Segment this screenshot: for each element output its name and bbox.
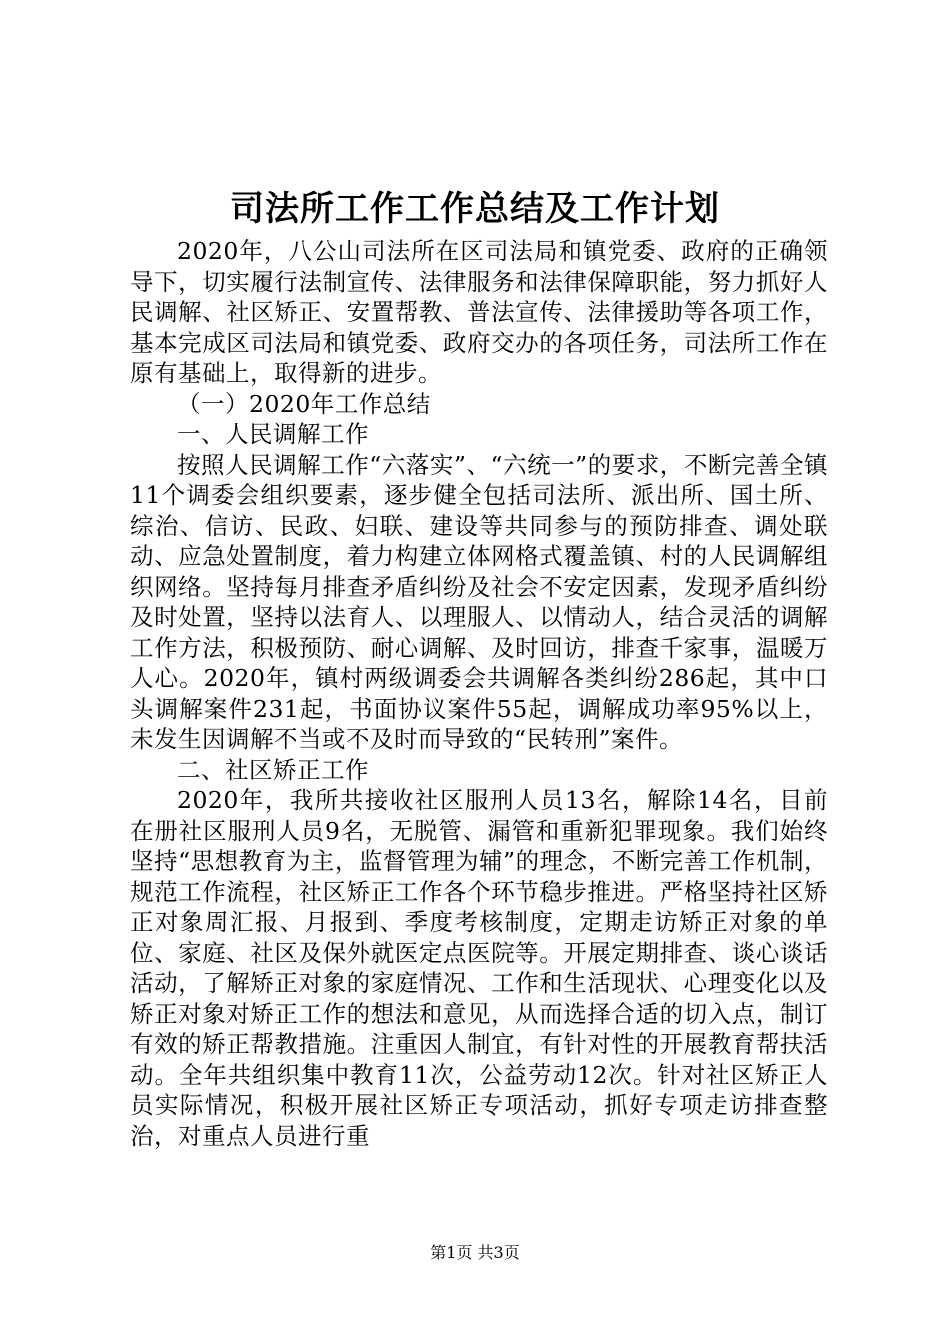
- document-title: 司法所工作工作总结及工作计划: [230, 189, 720, 229]
- subsection-heading-mediation: 一、人民调解工作: [177, 420, 369, 448]
- paragraph-correction: 2020年，我所共接收社区服刑人员13名，解除14名，目前在册社区服刑人员9名，无脱管、漏管和重新犯罪现象。我们始终坚持“思想教育为主，监督管理为辅”的理念，不断完善工作机制，规范工作流程，社区矫正工作各个环节稳步推进。严格坚持社区矫正对象周汇报、月报到、季度考核制度，定期走访矫正对象的单位、家庭、社区及保外就医定点医院等。开展定期排查、谈心谈话活动，了解矫正对象的家庭情况、工作和生活现状、心理变化以及矫正对象对矫正工作的想法和意见，从而选择合适的切入点，制订有效的矫正帮教措施。注重因人制宜，有针对性的开展教育帮扶活动。全年共组织集中教育11次，公益劳动12次。针对社区矫正人员实际情况，积极开展社区矫正专项活动，抓好专项走访排查整治，对重点人员进行重: [130, 786, 828, 1150]
- paragraph-mediation: 按照人民调解工作“六落实”、“六统一”的要求，不断完善全镇11个调委会组织要素，逐步健全包括司法所、派出所、国土所、综治、信访、民政、妇联、建设等共同参与的预防排查、调处联动、应急处置制度，着力构建立体网格式覆盖镇、村的人民调解组织网络。坚持每月排查矛盾纠纷及社会不安定因素，发现矛盾纠纷及时处置，坚持以法育人、以理服人、以情动人，结合灵活的调解工作方法，积极预防、耐心调解、及时回访，排查千家事，温暖万人心。2020年，镇村两级调委会共调解各类纠纷286起，其中口头调解案件231起，书面协议案件55起，调解成功率95%以上，未发生因调解不当或不及时而导致的“民转刑”案件。: [130, 450, 828, 753]
- page-number-footer: 第1页 共3页: [430, 1243, 520, 1262]
- document-body: [130, 236, 828, 1151]
- subsection-heading-correction: 二、社区矫正工作: [177, 755, 369, 784]
- section-heading-summary: （一）2020年工作总结: [177, 389, 431, 418]
- paragraph-intro: 2020年，八公山司法所在区司法局和镇党委、政府的正确领导下，切实履行法制宣传、法律服务和法律保障职能，努力抓好人民调解、社区矫正、安置帮教、普法宣传、法律援助等各项工作，基本完成区司法局和镇党委、政府交办的各项任务，司法所工作在原有基础上，取得新的进步。: [130, 237, 828, 387]
